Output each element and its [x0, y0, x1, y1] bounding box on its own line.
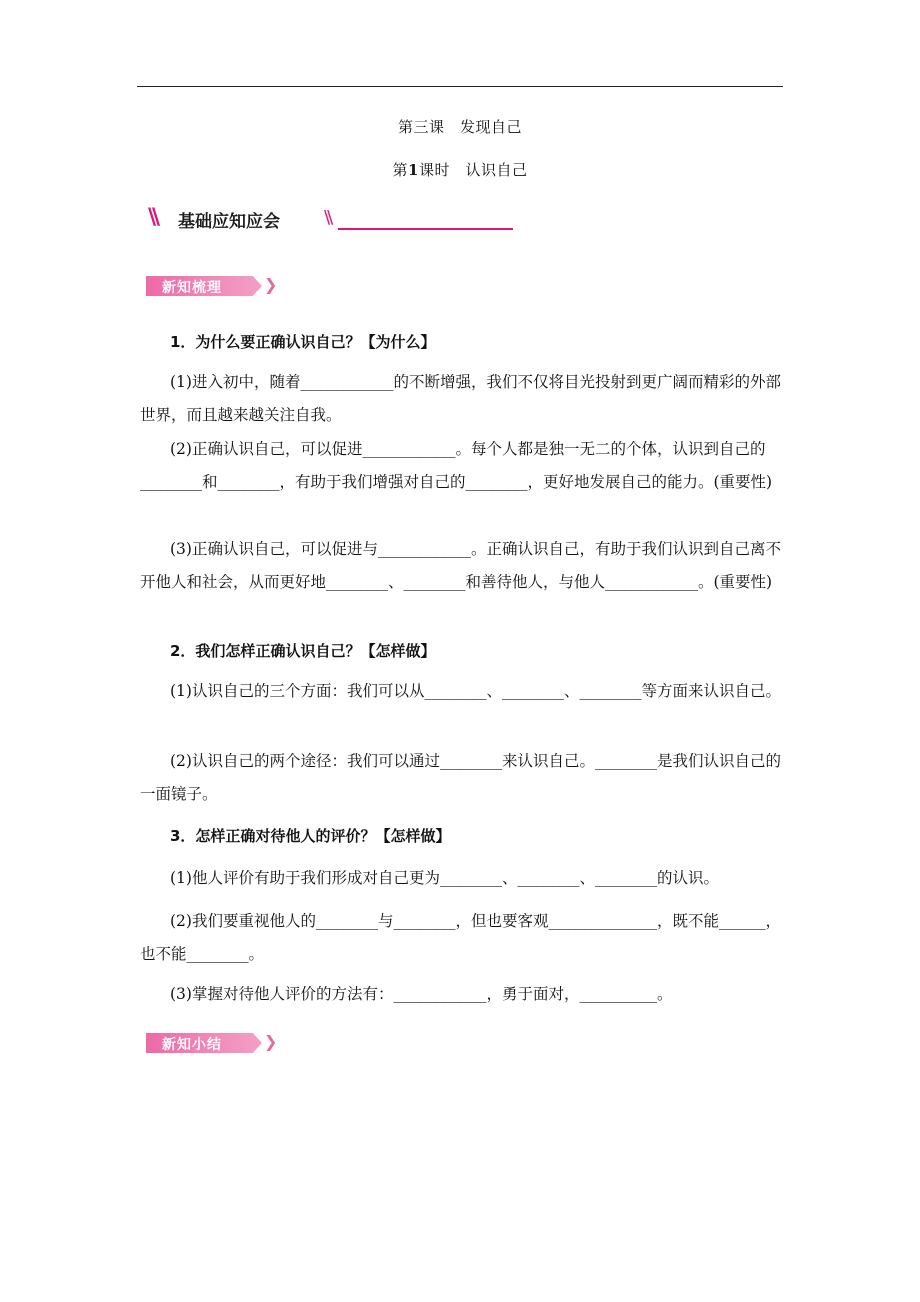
- question-heading: 2．我们怎样正确认识自己？【怎样做】: [170, 642, 436, 660]
- chevron-right-icon: ❯: [264, 1032, 278, 1051]
- question-paragraph: (3)正确认识自己，可以促进与____________。正确认识自己，有助于我们认识到自己离不开他人和社会，从而更好地________、________和善待他人，与他人____________。(重要性): [140, 540, 781, 591]
- lesson-title: 第三课 发现自己: [397, 118, 522, 136]
- period-prefix: 第: [392, 161, 409, 179]
- question-paragraph: (2)正确认识自己，可以促进____________。每个人都是独一无二的个体，认识到自己的________和________，有助于我们增强对自己的________，更好地发展自己的能力。(重要性): [140, 440, 773, 491]
- section-banner-label: 基础应知应会: [178, 212, 280, 232]
- period-title: [0, 159, 920, 180]
- period-suffix: 课时 认识自己: [418, 161, 528, 179]
- period-number: 1: [408, 161, 419, 179]
- slash-mark-icon: \\: [324, 207, 331, 228]
- banner-underline: [338, 228, 513, 230]
- question-paragraph: (2)认识自己的两个途径：我们可以通过________来认识自己。________是我们认识自己的一面镜子。: [140, 752, 781, 803]
- question-paragraph: (1)认识自己的三个方面：我们可以从________、________、________等方面来认识自己。: [170, 682, 781, 700]
- question-paragraph: (2)我们要重视他人的________与________，但也要客观______________，既不能______，也不能________。: [140, 912, 781, 963]
- tag-label: 新知小结: [162, 1037, 222, 1053]
- question-heading: 1．为什么要正确认识自己？【为什么】: [170, 333, 436, 351]
- chevron-right-icon: ❯: [264, 275, 278, 294]
- question-paragraph: (3)掌握对待他人评价的方法有：____________，勇于面对，__________。: [170, 985, 673, 1003]
- question-paragraph: (1)进入初中，随着____________的不断增强，我们不仅将目光投射到更广阔而精彩的外部世界，而且越来越关注自我。: [140, 373, 781, 424]
- question-paragraph: (1)他人评价有助于我们形成对自己更为________、________、________的认识。: [170, 869, 719, 887]
- header-rule: [137, 86, 783, 87]
- question-heading: 3．怎样正确对待他人的评价？【怎样做】: [170, 827, 451, 845]
- slash-mark-icon: \\: [148, 205, 157, 230]
- tag-label: 新知梳理: [162, 280, 222, 296]
